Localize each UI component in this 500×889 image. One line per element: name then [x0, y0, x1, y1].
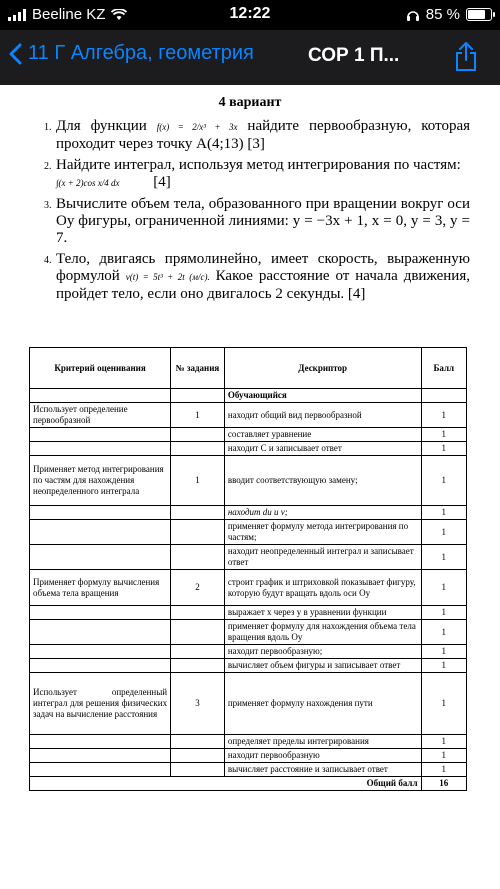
- task-item: 4. Тело, двигаясь прямолинейно, имеет скорость, выраженную формулой v(t) = 5t³ + 2t (м/с). Какое расстояние от начала движения, пройдет тело, если оно двигалось 2 секунды. [4]: [44, 251, 470, 302]
- criteria-table: [29, 347, 467, 791]
- task-item: 3. Вычислите объем тела, образованного при вращении вокруг оси Oy фигуры, ограниченной линиями: y = −3x + 1, x = 0, y = 3, y = 7.: [44, 196, 470, 246]
- score-cell: 1: [421, 645, 466, 659]
- task-cell: 1: [171, 403, 225, 428]
- table-subheader-row: [30, 389, 467, 403]
- score-cell: 1: [421, 456, 466, 506]
- table-row: [30, 620, 467, 645]
- table-header-row: [30, 348, 467, 389]
- header-criterion: Критерий оценивания: [30, 348, 171, 389]
- page-title: СОР 1 П...: [308, 45, 400, 66]
- table-row: [30, 645, 467, 659]
- header-descriptor: Дескриптор: [224, 348, 421, 389]
- descriptor-cell: применяет формулу для нахождения объема тела вращения вдоль Оу: [224, 620, 421, 645]
- task-list: [30, 118, 470, 307]
- task-cell: 3: [171, 673, 225, 735]
- chevron-left-icon: [8, 43, 22, 65]
- score-cell: 1: [421, 620, 466, 645]
- criterion-cell: Применяет формулу вычисления объема тела вращения: [30, 570, 171, 606]
- header-task: № задания: [171, 348, 225, 389]
- criterion-cell: Применяет метод интегрирования по частям для нахождения неопределенного интеграла: [30, 456, 171, 506]
- descriptor-cell: вычисляет объем фигуры и записывает ответ: [224, 659, 421, 673]
- score-cell: 1: [421, 403, 466, 428]
- descriptor-cell: определяет пределы интегрирования: [224, 735, 421, 749]
- descriptor-cell: находит первообразную;: [224, 645, 421, 659]
- task-item: 2. Найдите интеграл, используя метод интегрирования по частям: ∫(x + 2)cos x/4 dx [4]: [44, 157, 461, 190]
- score-cell: 1: [421, 673, 466, 735]
- table-row: [30, 442, 467, 456]
- table-row: [30, 545, 467, 570]
- total-value: 16: [421, 777, 466, 791]
- back-label: 11 Г Алгебра, геометрия: [28, 42, 254, 64]
- table-row: [30, 403, 467, 428]
- headphones-icon: [406, 8, 420, 21]
- total-row: [30, 777, 467, 791]
- header-score: Балл: [421, 348, 466, 389]
- score-cell: 1: [421, 570, 466, 606]
- criterion-cell: Использует определенный интеграл для решения физических задач на вычисление расстояния: [30, 673, 171, 735]
- score-cell: 1: [421, 520, 466, 545]
- navigation-bar: [0, 30, 500, 85]
- share-button[interactable]: [454, 42, 478, 77]
- table-row: [30, 763, 467, 777]
- task-item: 1. Для функции f(x) = 2/x³ + 3x найдите первообразную, которая проходит через точку A(4;13) [3]: [44, 118, 471, 152]
- share-icon: [454, 42, 478, 72]
- table-row: [30, 506, 467, 520]
- descriptor-cell: находит du и v;: [224, 506, 421, 520]
- document-view[interactable]: [0, 85, 500, 889]
- score-cell: 1: [421, 659, 466, 673]
- descriptor-cell: находит неопределенный интеграл и записывает ответ: [224, 545, 421, 570]
- score-cell: 1: [421, 606, 466, 620]
- descriptor-cell: находит С и записывает ответ: [224, 442, 421, 456]
- variant-heading: 4 вариант: [218, 95, 282, 110]
- criterion-cell: Использует определение первообразной: [30, 403, 171, 428]
- formula: ∫(x + 2)cos x/4 dx: [56, 178, 120, 188]
- descriptor-cell: находит общий вид первообразной: [224, 403, 421, 428]
- score-cell: 1: [421, 763, 466, 777]
- descriptor-cell: составляет уравнение: [224, 428, 421, 442]
- score-cell: 1: [421, 442, 466, 456]
- table-row: [30, 428, 467, 442]
- descriptor-cell: вводит соответствующую замену;: [224, 456, 421, 506]
- score-cell: 1: [421, 428, 466, 442]
- task-cell: 2: [171, 570, 225, 606]
- battery-percent: 85 %: [425, 6, 460, 23]
- score-cell: 1: [421, 545, 466, 570]
- score-cell: 1: [421, 735, 466, 749]
- total-label: Общий балл: [30, 777, 422, 791]
- carrier-name: Beeline KZ: [32, 6, 106, 23]
- task-cell: 1: [171, 456, 225, 506]
- descriptor-cell: строит график и штриховкой показывает фигуру, которую будут вращать вдоль оси Оу: [224, 570, 421, 606]
- table-row: [30, 659, 467, 673]
- descriptor-cell: применяет формулу нахождения пути: [224, 673, 421, 735]
- descriptor-cell: применяет формулу метода интегрирования по частям;: [224, 520, 421, 545]
- status-bar: [0, 0, 500, 30]
- score-cell: 1: [421, 749, 466, 763]
- subheader: Обучающийся: [224, 389, 421, 403]
- descriptor-cell: находит первообразную: [224, 749, 421, 763]
- descriptor-cell: выражает x через y в уравнении функции: [224, 606, 421, 620]
- formula: v(t) = 5t³ + 2t (м/с).: [125, 272, 210, 282]
- table-row: [30, 456, 467, 506]
- battery-group: [406, 6, 492, 23]
- table-row: [30, 735, 467, 749]
- score-cell: 1: [421, 506, 466, 520]
- table-row: [30, 570, 467, 606]
- descriptor-cell: вычисляет расстояние и записывает ответ: [224, 763, 421, 777]
- table-row: [30, 673, 467, 735]
- table-row: [30, 606, 467, 620]
- table-row: [30, 520, 467, 545]
- clock: 12:22: [229, 5, 271, 22]
- table-row: [30, 749, 467, 763]
- battery-icon: [466, 8, 492, 21]
- back-button[interactable]: [8, 42, 254, 65]
- formula: f(x) = 2/x³ + 3x: [156, 122, 238, 132]
